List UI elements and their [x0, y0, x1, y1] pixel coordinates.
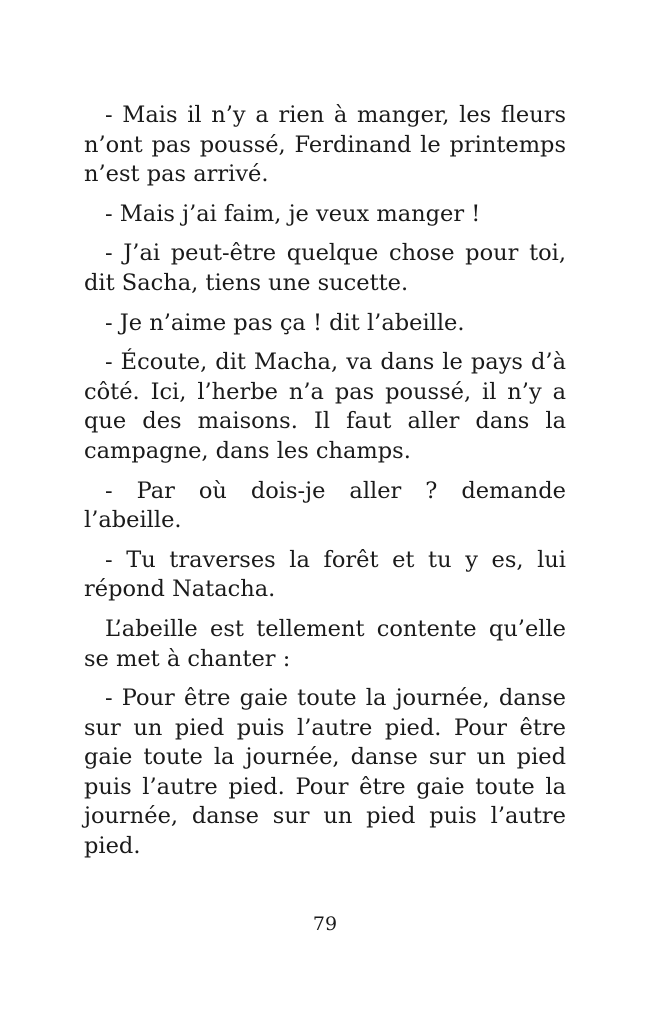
paragraph: - Mais il n’y a rien à manger, les fleurs n’ont pas poussé, Ferdinand le printemps n’est pas arrivé. [84, 102, 566, 188]
body-text [84, 101, 566, 872]
paragraph: L’abeille est tellement contente qu’elle se met à chanter : [84, 615, 566, 672]
paragraph: - Je n’aime pas ça ! dit l’abeille. [105, 309, 465, 336]
paragraph: - Tu traverses la forêt et tu y es, lui répond Natacha. [84, 546, 566, 603]
paragraph: - Par où dois-je aller ? demande l’abeille. [84, 477, 566, 534]
paragraph: - Écoute, dit Macha, va dans le pays d’à côté. Ici, l’herbe n’a pas poussé, il n’y a que des maisons. Il faut aller dans la campagne, dans les champs. [84, 349, 566, 464]
page-number: 79 [312, 913, 338, 935]
paragraph: - Mais j’ai faim, je veux manger ! [105, 200, 481, 227]
paragraph: - J’ai peut-être quelque chose pour toi, dit Sacha, tiens une sucette. [84, 240, 566, 296]
paragraph: - Pour être gaie toute la journée, danse sur un pied puis l’autre pied. Pour être gaie toute la journée, danse sur un pied puis l’autre pied. Pour être gaie toute la journée, danse sur un pied puis l’autre pied. [84, 685, 566, 860]
